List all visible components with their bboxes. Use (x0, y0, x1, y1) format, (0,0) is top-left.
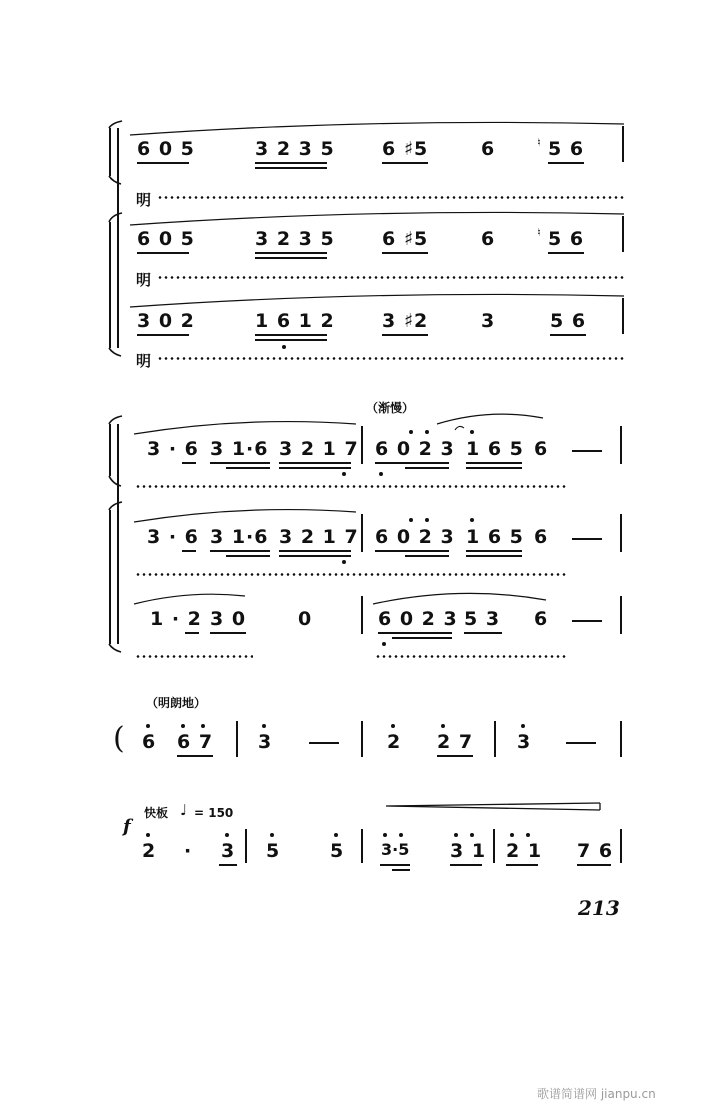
s4-m1a: 2 (142, 840, 157, 862)
s2-v3-f: 6 (534, 608, 549, 630)
s2-v2-c: 3 2 1 7 (279, 526, 359, 548)
s1-v2-lyric: 明 (136, 271, 152, 289)
s2-v1-b: 3 1·6 (210, 438, 269, 460)
s1-v2-m5: 5 6 (548, 228, 585, 250)
s2-v2-d: 6 0 2 3 (375, 526, 455, 548)
s2-v1-e: 1 6 5 (466, 438, 524, 460)
s2-v2-f: 6 (534, 526, 549, 548)
expression-mark: （明朗地） (146, 696, 207, 710)
s4-m2b: 5 (330, 840, 345, 862)
system-3-open-paren: ( (113, 721, 125, 756)
s3-m3a: 2 (387, 731, 402, 753)
s2-v3-c: 0 (298, 608, 313, 630)
s2-v3-a: 1 · 2 (150, 608, 202, 630)
s1-v1-m1: 6 0 5 (137, 138, 195, 160)
tempo-mark-ritardando: （渐慢） (366, 401, 415, 415)
s4-m4a: 2 1 (506, 840, 543, 862)
s4-m4b: 7 6 (577, 840, 614, 862)
s2-v3-b: 3 0 (210, 608, 247, 630)
tempo-text: 快板 (144, 806, 169, 820)
quarter-note-icon: ♩ (180, 801, 188, 819)
s2-v1-a: 3 · 6 (147, 438, 199, 460)
watermark: 歌谱简谱网 jianpu.cn (537, 1087, 656, 1101)
s2-v1-c: 3 2 1 7 (279, 438, 359, 460)
s2-v2-e: 1 6 5 (466, 526, 524, 548)
s1-v2-m3: 6 ♯5 (382, 228, 429, 250)
s1-v3-lyric: 明 (136, 352, 152, 370)
s2-v3-d: 6 0 2 3 (378, 608, 458, 630)
s2-v1-f: 6 (534, 438, 549, 460)
s3-m1a: 6 (142, 731, 157, 753)
s1-v2-m1: 6 0 5 (137, 228, 195, 250)
s4-m1b: · (184, 840, 193, 862)
s2-v2-b: 3 1·6 (210, 526, 269, 548)
s1-v3-m3: 3 ♯2 (382, 310, 429, 332)
s1-v1-m3: 6 ♯5 (382, 138, 429, 160)
s3-m1b: 6 7 (177, 731, 214, 753)
s3-m4: 3 (517, 731, 532, 753)
s1-v2-m4: 6 (481, 228, 496, 250)
dynamic-mark: f (123, 816, 131, 837)
s1-v3-m4: 3 (481, 310, 496, 332)
s1-v3-m2: 1 6 1 2 (255, 310, 335, 332)
tempo-value: = 150 (194, 806, 234, 820)
s3-m2: 3 (258, 731, 273, 753)
s1-v2-natural: ♮ (537, 226, 541, 239)
s1-v1-lyric: 明 (136, 191, 152, 209)
s1-v3-m1: 3 0 2 (137, 310, 195, 332)
s1-v2-m2: 3 2 3 5 (255, 228, 335, 250)
s4-m2a: 5 (266, 840, 281, 862)
s1-v1-m2: 3 2 3 5 (255, 138, 335, 160)
s4-m3b: 3 1 (450, 840, 487, 862)
s2-v3-e: 5 3 (464, 608, 501, 630)
s3-m3b: 2 7 (437, 731, 474, 753)
s1-v3-m5: 5 6 (550, 310, 587, 332)
s2-v1-d: 6 0 2 3 (375, 438, 455, 460)
s4-m1c: 3 (221, 840, 236, 862)
s1-v1-natural: ♮ (537, 136, 541, 149)
s2-v2-a: 3 · 6 (147, 526, 199, 548)
page-number: 213 (578, 896, 620, 920)
s1-v1-m4: 6 (481, 138, 496, 160)
s1-v1-m5: 5 6 (548, 138, 585, 160)
s4-m3a: 3·5 (381, 840, 410, 859)
